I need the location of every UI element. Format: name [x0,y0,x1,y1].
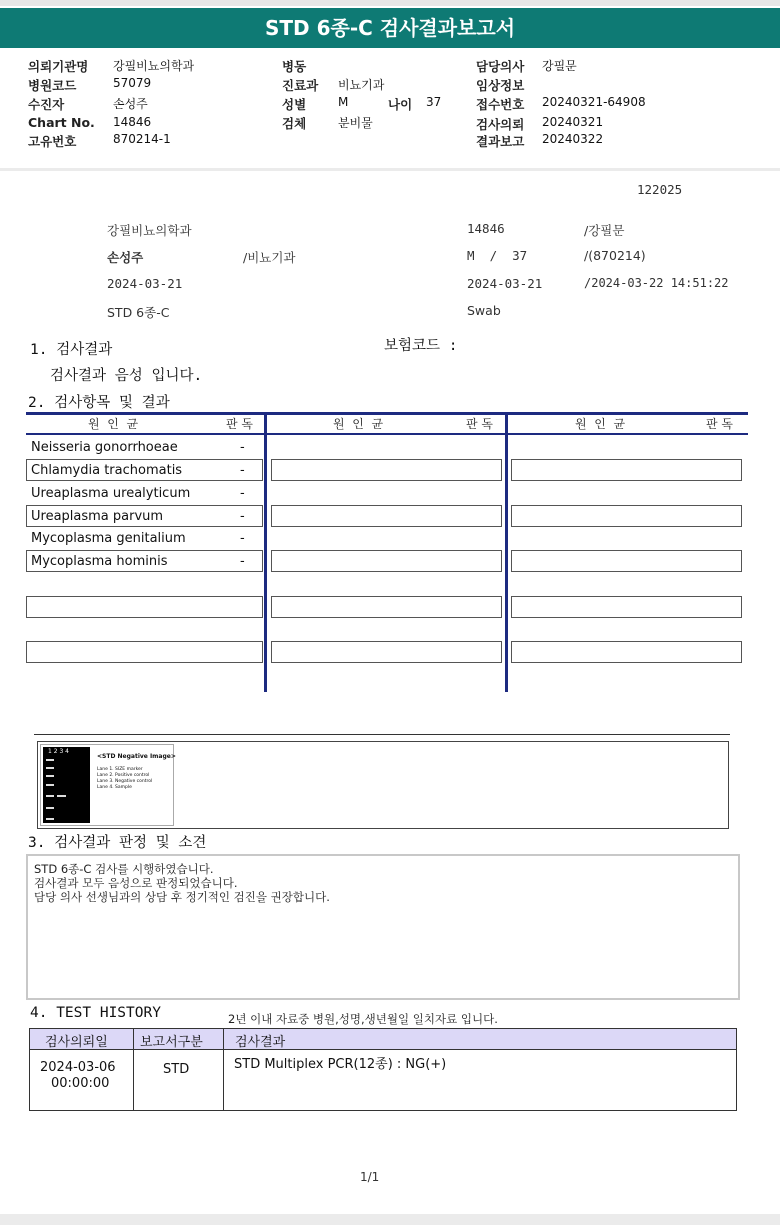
value-doctor: 강필문 [542,59,577,73]
gel-band [57,795,66,797]
table-row-box [271,505,502,527]
meta-sex-age: M / 37 [467,248,528,263]
table-row-box [511,641,742,663]
gel-band [46,767,54,769]
history-header-result: 검사결과 [235,1035,286,1050]
label-doctor: 담당의사 [476,59,525,74]
gel-photo [43,747,90,823]
meta-date-1: 2024-03-21 [107,276,183,291]
gel-title: <STD Negative Image> [97,753,176,760]
label-hospital-code: 병원코드 [28,78,77,93]
footer-strip [0,1214,780,1225]
history-header-type: 보고서구분 [140,1035,203,1050]
pathogen-result: - [240,463,245,478]
gel-band [46,807,54,809]
value-org: 강필비뇨의학과 [113,59,195,73]
label-clinical: 임상정보 [476,78,525,93]
table-row-box [511,459,742,481]
column-header-pathogen: 원 인 균 [575,417,626,431]
pathogen-name: Chlamydia trachomatis [31,463,183,478]
pathogen-result: - [240,486,245,501]
value-sex: M [338,95,349,109]
history-time: 00:00:00 [51,1076,110,1091]
gel-band [46,775,54,777]
section-2-title: 2. 검사항목 및 결과 [28,395,170,411]
meta-patient: 손성주 [107,250,144,265]
column-header-result: 판 독 [706,417,733,431]
comment-line: 검사결과 모두 음성으로 판정되었습니다. [34,876,238,890]
comment-line: 담당 의사 선생님과의 상담 후 정기적인 검진을 권장합니다. [34,890,330,904]
meta-report-time: /2024-03-22 14:51:22 [584,276,729,290]
gel-legend-item: Lane 2. Positive control [97,773,150,778]
label-sex: 성별 [282,97,307,112]
history-table [29,1028,737,1111]
label-requested: 검사의뢰 [476,117,525,132]
top-strip [0,0,780,6]
gel-band [46,795,54,797]
meta-chart: 14846 [467,221,505,236]
gel-image [40,744,174,826]
section-4-title: 4. TEST HISTORY [30,1005,161,1021]
gel-legend-item: Lane 3. Negative control [97,779,153,784]
history-column-divider [223,1029,224,1110]
pathogen-name: Neisseria gonorrhoeae [31,440,178,455]
report-title: STD 6종-C 검사결과보고서 [264,16,516,40]
column-header-result: 판 독 [226,417,253,431]
label-specimen: 검체 [282,116,307,131]
history-header-row [30,1029,736,1050]
meta-dept: /비뇨기과 [243,250,296,265]
meta-date-2: 2024-03-21 [467,276,543,291]
meta-doctor: /강필문 [584,223,625,238]
label-reported: 결과보고 [476,134,525,149]
value-age: 37 [426,95,442,109]
page-number: 1/1 [360,1170,380,1184]
history-header-date: 검사의뢰일 [45,1035,108,1050]
comment-line: STD 6종-C 검사를 시행하였습니다. [34,862,214,876]
column-header-result: 판 독 [466,417,493,431]
table-row-box [511,505,742,527]
value-requested: 20240321 [542,115,604,129]
history-result: STD Multiplex PCR(12종) : NG(+) [234,1057,447,1072]
table-row-box [26,596,263,618]
section-1-title: 1. 검사결과 [30,342,113,358]
table-header-rule [26,433,748,435]
gel-band [46,759,54,761]
history-date: 2024-03-06 [40,1060,116,1075]
header-separator [0,168,780,171]
label-age: 나이 [388,97,413,112]
table-row-box [271,550,502,572]
meta-birth: /(870214) [584,248,646,263]
column-divider [505,412,508,692]
gel-band [46,818,54,820]
column-header-pathogen: 원 인 균 [88,417,139,431]
gel-band [46,784,54,786]
table-row-box [271,459,502,481]
table-row-box [271,641,502,663]
value-chart: 14846 [113,115,152,129]
insurance-code-label: 보험코드 : [384,338,458,354]
value-unique: 870214-1 [113,132,171,146]
label-patient: 수진자 [28,97,65,112]
image-top-rule [34,734,730,735]
column-divider [264,412,267,692]
meta-specimen: Swab [467,303,501,318]
label-unique: 고유번호 [28,134,77,149]
label-dept: 진료과 [282,78,319,93]
column-header-pathogen: 원 인 균 [333,417,384,431]
report-header [0,8,780,48]
label-org: 의뢰기관명 [28,59,89,74]
pathogen-name: Mycoplasma genitalium [31,531,186,546]
value-hospital-code: 57079 [113,76,152,90]
section-3-title: 3. 검사결과 판정 및 소견 [28,835,207,851]
table-row-box [271,596,502,618]
label-receipt: 접수번호 [476,97,525,112]
pathogen-result: - [240,531,245,546]
pathogen-name: Mycoplasma hominis [31,554,168,569]
pathogen-result: - [240,440,245,455]
report-code: 122025 [637,182,683,197]
gel-legend-item: Lane 1. SIZE marker [97,767,143,772]
gel-legend-item: Lane 4. Sample [97,785,132,790]
pathogen-result: - [240,509,245,524]
history-type: STD [163,1062,190,1077]
label-ward: 병동 [282,59,307,74]
section-1-result: 검사결과 음성 입니다. [50,368,203,384]
value-patient: 손성주 [113,97,148,111]
meta-test: STD 6종-C [107,305,170,320]
gel-lane-numbers: 1 2 3 4 [48,748,69,755]
history-column-divider [133,1029,134,1110]
table-row-box [26,641,263,663]
value-reported: 20240322 [542,132,604,146]
value-dept: 비뇨기과 [338,78,385,92]
history-note: 2년 이내 자료중 병원,성명,생년월일 일치자료 입니다. [228,1012,498,1026]
table-row-box [511,550,742,572]
pathogen-name: Ureaplasma urealyticum [31,486,191,501]
pathogen-result: - [240,554,245,569]
value-receipt: 20240321-64908 [542,95,646,109]
label-chart: Chart No. [28,115,95,130]
meta-clinic: 강필비뇨의학과 [107,223,192,238]
pathogen-name: Ureaplasma parvum [31,509,164,524]
value-specimen: 분비물 [338,116,373,130]
table-row-box [511,596,742,618]
